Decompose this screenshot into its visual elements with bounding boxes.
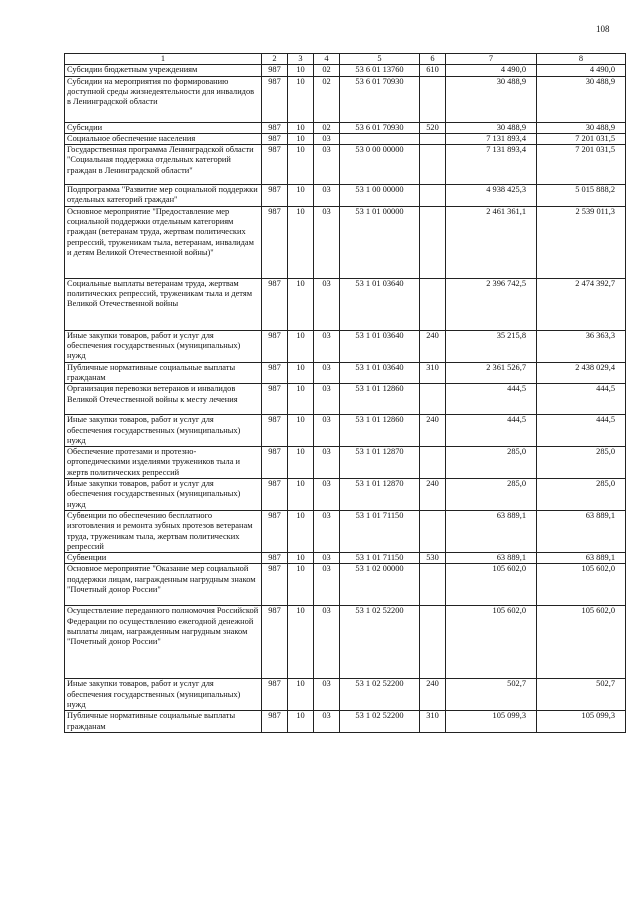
row-value-cell-8: 2 474 392,7 [537, 278, 626, 330]
row-value-cell-7: 35 215,8 [446, 330, 537, 362]
row-value-cell-5: 53 1 01 03640 [340, 330, 420, 362]
row-value-cell-4: 02 [314, 76, 340, 122]
row-value-cell-5: 53 6 01 13760 [340, 65, 420, 76]
table-row [65, 122, 626, 133]
row-value-cell-2: 987 [262, 711, 288, 733]
row-value-cell-4: 03 [314, 206, 340, 278]
row-value-cell-2: 987 [262, 65, 288, 76]
row-value-cell-2: 987 [262, 206, 288, 278]
row-value-cell-3: 10 [288, 606, 314, 679]
row-value-cell-4: 03 [314, 145, 340, 185]
row-value-cell-2: 987 [262, 384, 288, 415]
row-value-cell-5: 53 1 01 03640 [340, 362, 420, 384]
row-value-cell-4: 03 [314, 330, 340, 362]
row-value-cell-5: 53 0 00 00000 [340, 145, 420, 185]
row-value-cell-2: 987 [262, 447, 288, 479]
row-value-cell-6: 240 [420, 415, 446, 447]
row-value-cell-7: 285,0 [446, 479, 537, 511]
row-value-cell-7: 444,5 [446, 384, 537, 415]
row-value-cell-8: 285,0 [537, 447, 626, 479]
row-value-cell-7: 63 889,1 [446, 553, 537, 564]
row-value-cell-3: 10 [288, 415, 314, 447]
table-row [65, 510, 626, 552]
row-value-cell-5: 53 1 02 52200 [340, 711, 420, 733]
row-value-cell-4: 03 [314, 133, 340, 144]
row-value-cell-5: 53 1 00 00000 [340, 185, 420, 207]
row-value-cell-6: 240 [420, 679, 446, 711]
table-row [65, 206, 626, 278]
table-row [65, 65, 626, 76]
row-value-cell-2: 987 [262, 278, 288, 330]
row-value-cell-4: 03 [314, 479, 340, 511]
row-value-cell-8: 105 099,3 [537, 711, 626, 733]
row-value-cell-5: 53 1 01 71150 [340, 510, 420, 552]
row-value-cell-8: 63 889,1 [537, 510, 626, 552]
row-value-cell-2: 987 [262, 330, 288, 362]
row-name-cell: Субсидии [65, 122, 262, 133]
row-value-cell-8: 30 488,9 [537, 122, 626, 133]
row-value-cell-6 [420, 447, 446, 479]
row-value-cell-4: 03 [314, 278, 340, 330]
row-value-cell-7: 7 131 893,4 [446, 133, 537, 144]
row-value-cell-5: 53 1 01 00000 [340, 206, 420, 278]
table-row [65, 564, 626, 606]
row-name-cell: Субвенции [65, 553, 262, 564]
row-value-cell-4: 03 [314, 362, 340, 384]
row-value-cell-2: 987 [262, 679, 288, 711]
row-value-cell-7: 4 938 425,3 [446, 185, 537, 207]
row-value-cell-6 [420, 76, 446, 122]
row-value-cell-8: 2 438 029,4 [537, 362, 626, 384]
table-row [65, 76, 626, 122]
row-value-cell-3: 10 [288, 133, 314, 144]
row-value-cell-3: 10 [288, 362, 314, 384]
row-name-cell: Субсидии бюджетным учреждениям [65, 65, 262, 76]
row-value-cell-3: 10 [288, 384, 314, 415]
row-value-cell-8: 2 539 011,3 [537, 206, 626, 278]
row-value-cell-3: 10 [288, 145, 314, 185]
row-value-cell-6: 530 [420, 553, 446, 564]
table-row [65, 553, 626, 564]
column-header-3: 3 [288, 54, 314, 65]
row-value-cell-3: 10 [288, 185, 314, 207]
row-value-cell-6 [420, 145, 446, 185]
column-header-5: 5 [340, 54, 420, 65]
row-value-cell-7: 502,7 [446, 679, 537, 711]
row-name-cell: Публичные нормативные социальные выплаты гражданам [65, 362, 262, 384]
row-value-cell-6: 240 [420, 479, 446, 511]
page-number: 108 [596, 24, 610, 34]
row-value-cell-4: 03 [314, 447, 340, 479]
row-value-cell-7: 30 488,9 [446, 122, 537, 133]
row-value-cell-6: 240 [420, 330, 446, 362]
row-name-cell: Государственная программа Ленинградской области "Социальная поддержка отдельных категорий граждан в Ленинградской области" [65, 145, 262, 185]
row-value-cell-4: 02 [314, 122, 340, 133]
row-value-cell-7: 105 099,3 [446, 711, 537, 733]
row-value-cell-7: 2 361 526,7 [446, 362, 537, 384]
row-name-cell: Иные закупки товаров, работ и услуг для обеспечения государственных (муниципальных) нужд [65, 415, 262, 447]
row-value-cell-7: 444,5 [446, 415, 537, 447]
row-value-cell-8: 105 602,0 [537, 606, 626, 679]
row-value-cell-8: 30 488,9 [537, 76, 626, 122]
column-header-8: 8 [537, 54, 626, 65]
row-value-cell-4: 03 [314, 553, 340, 564]
row-value-cell-4: 03 [314, 510, 340, 552]
row-value-cell-8: 4 490,0 [537, 65, 626, 76]
row-name-cell: Социальные выплаты ветеранам труда, жертвам политических репрессий, труженикам тыла и детям Великой Отечественной войны [65, 278, 262, 330]
row-value-cell-3: 10 [288, 278, 314, 330]
row-value-cell-4: 03 [314, 384, 340, 415]
row-value-cell-3: 10 [288, 206, 314, 278]
row-value-cell-8: 285,0 [537, 479, 626, 511]
row-value-cell-2: 987 [262, 122, 288, 133]
row-name-cell: Основное мероприятие "Оказание мер социальной поддержки лицам, награжденным нагрудным знаком "Почетный донор России" [65, 564, 262, 606]
row-value-cell-2: 987 [262, 185, 288, 207]
row-value-cell-3: 10 [288, 447, 314, 479]
row-value-cell-5: 53 1 02 00000 [340, 564, 420, 606]
table-row [65, 679, 626, 711]
row-value-cell-3: 10 [288, 76, 314, 122]
row-value-cell-3: 10 [288, 122, 314, 133]
row-value-cell-8: 7 201 031,5 [537, 145, 626, 185]
column-header-2: 2 [262, 54, 288, 65]
row-value-cell-5: 53 1 01 03640 [340, 278, 420, 330]
row-value-cell-5: 53 1 01 12860 [340, 384, 420, 415]
row-name-cell: Подпрограмма "Развитие мер социальной поддержки отдельных категорий граждан" [65, 185, 262, 207]
table-row [65, 711, 626, 733]
row-value-cell-8: 444,5 [537, 415, 626, 447]
row-value-cell-8: 502,7 [537, 679, 626, 711]
row-value-cell-3: 10 [288, 564, 314, 606]
row-value-cell-3: 10 [288, 553, 314, 564]
row-value-cell-4: 03 [314, 185, 340, 207]
table-row [65, 278, 626, 330]
row-value-cell-2: 987 [262, 362, 288, 384]
row-value-cell-7: 63 889,1 [446, 510, 537, 552]
column-header-4: 4 [314, 54, 340, 65]
row-value-cell-5: 53 1 01 12870 [340, 479, 420, 511]
budget-table [64, 53, 626, 733]
table-row [65, 185, 626, 207]
table-row [65, 606, 626, 679]
row-value-cell-6 [420, 206, 446, 278]
row-value-cell-2: 987 [262, 606, 288, 679]
row-value-cell-5: 53 1 01 71150 [340, 553, 420, 564]
row-value-cell-3: 10 [288, 479, 314, 511]
row-value-cell-2: 987 [262, 145, 288, 185]
column-header-1: 1 [65, 54, 262, 65]
table-row [65, 415, 626, 447]
row-name-cell: Обеспечение протезами и протезно-ортопедическими изделиями тружеников тыла и жертв политических репрессий [65, 447, 262, 479]
row-name-cell: Субвенции по обеспечению бесплатного изготовления и ремонта зубных протезов ветеранам труда, труженикам тыла, жертвам политических репрессий [65, 510, 262, 552]
row-name-cell: Публичные нормативные социальные выплаты гражданам [65, 711, 262, 733]
table-row [65, 330, 626, 362]
row-name-cell: Организация перевозки ветеранов и инвалидов Великой Отечественной войны к месту лечения [65, 384, 262, 415]
row-value-cell-5: 53 1 02 52200 [340, 679, 420, 711]
row-value-cell-7: 30 488,9 [446, 76, 537, 122]
row-value-cell-2: 987 [262, 553, 288, 564]
row-value-cell-6: 310 [420, 711, 446, 733]
row-value-cell-5: 53 1 01 12870 [340, 447, 420, 479]
row-name-cell: Основное мероприятие "Предоставление мер социальной поддержки отдельным категориям граждан (ветеранам труда, жертвам политических репрессий, труженикам тыла, ветеранам, инвалидам и детям Великой Отечественной войны)" [65, 206, 262, 278]
table-row [65, 479, 626, 511]
row-value-cell-6: 520 [420, 122, 446, 133]
row-value-cell-4: 02 [314, 65, 340, 76]
row-value-cell-6 [420, 510, 446, 552]
table-row [65, 362, 626, 384]
row-value-cell-4: 03 [314, 606, 340, 679]
row-value-cell-7: 105 602,0 [446, 564, 537, 606]
column-header-7: 7 [446, 54, 537, 65]
row-value-cell-5: 53 1 01 12860 [340, 415, 420, 447]
row-value-cell-3: 10 [288, 711, 314, 733]
table-row [65, 145, 626, 185]
row-name-cell: Иные закупки товаров, работ и услуг для обеспечения государственных (муниципальных) нужд [65, 330, 262, 362]
row-name-cell: Социальное обеспечение населения [65, 133, 262, 144]
row-value-cell-2: 987 [262, 479, 288, 511]
row-value-cell-2: 987 [262, 133, 288, 144]
row-value-cell-8: 7 201 031,5 [537, 133, 626, 144]
table-row [65, 133, 626, 144]
row-name-cell: Осуществление переданного полномочия Российской Федерации по осуществлению ежегодной денежной выплаты лицам, награжденным нагрудным знаком "Почетный донор России" [65, 606, 262, 679]
row-value-cell-7: 105 602,0 [446, 606, 537, 679]
row-value-cell-6 [420, 564, 446, 606]
row-name-cell: Субсидии на мероприятия по формированию доступной среды жизнедеятельности для инвалидов в Ленинградской области [65, 76, 262, 122]
row-value-cell-2: 987 [262, 76, 288, 122]
row-value-cell-6: 610 [420, 65, 446, 76]
row-value-cell-2: 987 [262, 510, 288, 552]
row-value-cell-3: 10 [288, 330, 314, 362]
row-value-cell-6 [420, 606, 446, 679]
row-value-cell-7: 2 461 361,1 [446, 206, 537, 278]
column-header-6: 6 [420, 54, 446, 65]
row-value-cell-7: 285,0 [446, 447, 537, 479]
row-value-cell-4: 03 [314, 564, 340, 606]
row-name-cell: Иные закупки товаров, работ и услуг для обеспечения государственных (муниципальных) нужд [65, 679, 262, 711]
row-value-cell-2: 987 [262, 564, 288, 606]
row-value-cell-8: 5 015 888,2 [537, 185, 626, 207]
row-value-cell-4: 03 [314, 679, 340, 711]
row-value-cell-8: 36 363,3 [537, 330, 626, 362]
table-row [65, 384, 626, 415]
row-value-cell-7: 7 131 893,4 [446, 145, 537, 185]
row-value-cell-4: 03 [314, 711, 340, 733]
row-value-cell-5: 53 6 01 70930 [340, 76, 420, 122]
row-value-cell-4: 03 [314, 415, 340, 447]
row-value-cell-3: 10 [288, 679, 314, 711]
row-value-cell-2: 987 [262, 415, 288, 447]
row-value-cell-6 [420, 278, 446, 330]
row-value-cell-6: 310 [420, 362, 446, 384]
row-value-cell-8: 63 889,1 [537, 553, 626, 564]
row-value-cell-5: 53 6 01 70930 [340, 122, 420, 133]
table-row [65, 447, 626, 479]
row-value-cell-5: 53 1 02 52200 [340, 606, 420, 679]
row-value-cell-8: 105 602,0 [537, 564, 626, 606]
row-value-cell-7: 2 396 742,5 [446, 278, 537, 330]
row-value-cell-7: 4 490,0 [446, 65, 537, 76]
row-value-cell-8: 444,5 [537, 384, 626, 415]
row-value-cell-5 [340, 133, 420, 144]
row-value-cell-6 [420, 185, 446, 207]
row-name-cell: Иные закупки товаров, работ и услуг для обеспечения государственных (муниципальных) нужд [65, 479, 262, 511]
row-value-cell-3: 10 [288, 65, 314, 76]
row-value-cell-3: 10 [288, 510, 314, 552]
header-row [65, 54, 626, 65]
row-value-cell-6 [420, 133, 446, 144]
row-value-cell-6 [420, 384, 446, 415]
